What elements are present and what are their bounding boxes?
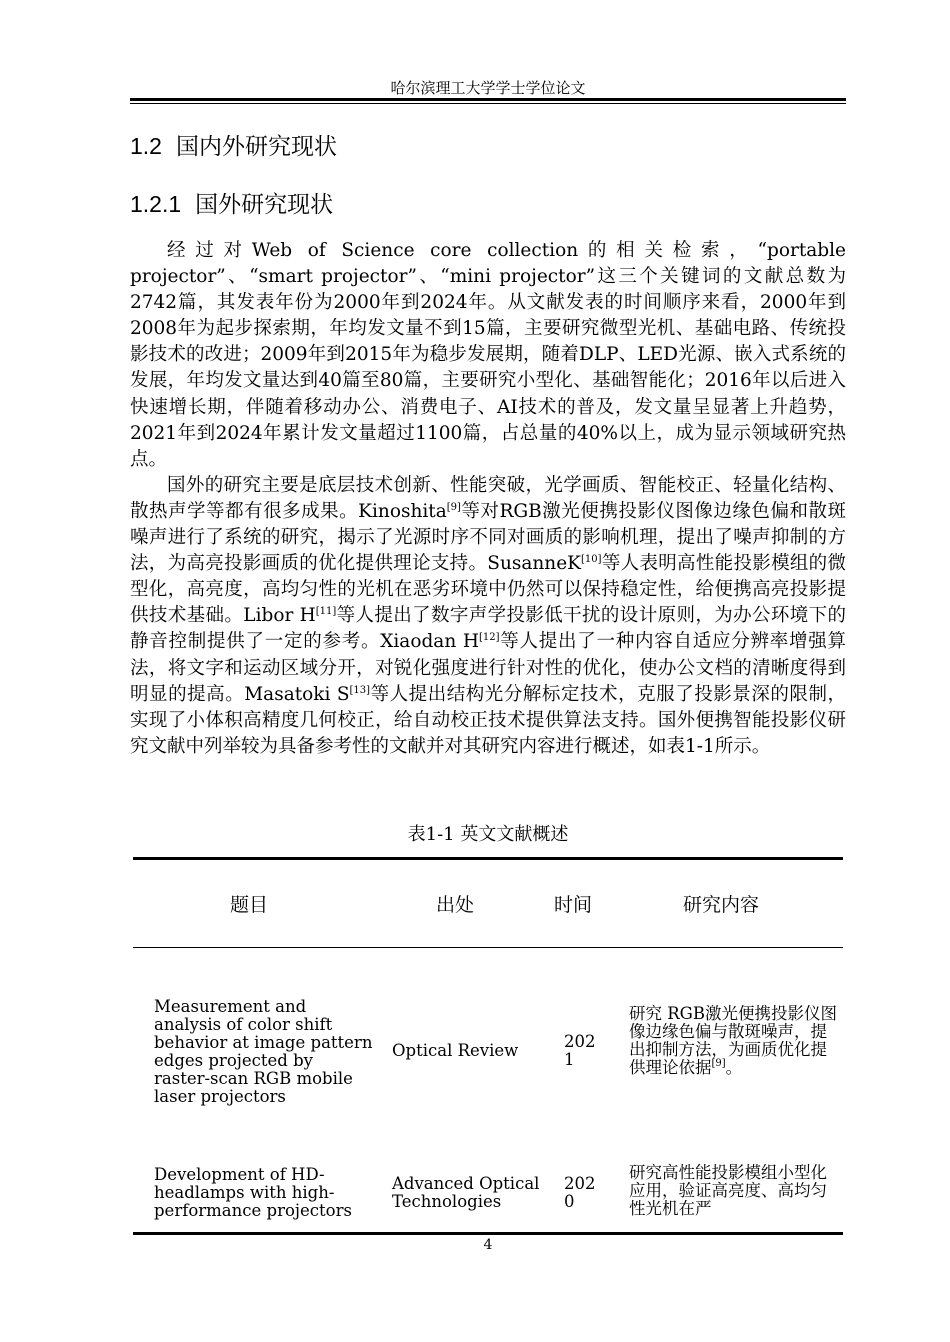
section-heading: [130, 130, 337, 163]
citation-12: [12]: [479, 632, 500, 644]
citation-13: [13]: [349, 684, 371, 696]
paragraph-2: [130, 473, 846, 760]
section-title: 国内外研究现状: [175, 134, 337, 160]
subsection-title: 国外研究现状: [195, 192, 334, 218]
table-header-rule: [133, 947, 843, 948]
paragraph-2-text-2: 等对RGB激光便携投影仪图像边缘色偏和散斑噪声进行了系统的研究，揭示了光源时序不同对画质的影响机理，提出了噪声抑制的方法，为高亮投影画质的优化提供理论支持。SusanneK: [130, 500, 846, 575]
table-header-title: 题目: [230, 894, 269, 916]
section-number: 1.2: [130, 133, 162, 159]
table-row-2-source: Advanced Optical Technologies: [392, 1174, 540, 1211]
subsection-number: 1.2.1: [130, 191, 182, 217]
table-header-year: 时间: [554, 894, 593, 916]
header-rule-thick: [130, 98, 846, 101]
paragraph-2-text-5: 等人提出了一种内容自适应分辨率增强算法，将文字和运动区域分开，对锐化强度进行针对性的优化，使办公文档的清晰度得到明显的提高。Masatoki S: [130, 631, 846, 705]
table-row-2-year-line-1: 202: [564, 1174, 596, 1193]
subsection-heading: [130, 188, 333, 221]
paragraph-2-text-4: 等人提出了数字声学投影低干扰的设计原则，为办公环境下的静音控制提供了一定的参考。Xiaodan H: [130, 605, 846, 653]
table-header-content: 研究内容: [683, 894, 760, 916]
table-caption: 表1-1 英文文献概述: [407, 824, 569, 845]
citation-9: [9]: [446, 501, 461, 513]
table-bottom-rule: [133, 1232, 843, 1235]
table-header-source: 出处: [436, 894, 475, 916]
table-row-1-citation: [9]: [711, 1058, 726, 1069]
table-top-rule: [133, 857, 843, 860]
table-row-1-year-line-2: 1: [564, 1050, 575, 1069]
table-row-1-year-line-1: 202: [564, 1032, 596, 1051]
table-row-1-title: Measurement and analysis of color shift behavior at image pattern edges projected by raster-scan RGB mobile laser projectors: [154, 997, 373, 1106]
table-row-2-year: [564, 1175, 604, 1211]
citation-11: [11]: [315, 606, 337, 618]
page-number: 4: [483, 1237, 493, 1253]
running-header: 哈尔滨理工大学学士学位论文: [390, 79, 586, 97]
header-rule-thin: [130, 103, 846, 104]
paragraph-2-text-3: 等人表明高性能投影模组的微型化，高亮度，高均匀性的光机在恶劣环境中仍然可以保持稳定性，给便携高亮投影提供技术基础。Libor H: [130, 553, 846, 627]
citation-10: [10]: [581, 554, 602, 566]
body-text: [130, 238, 846, 760]
table-row-1-source: Optical Review: [392, 1041, 519, 1060]
table-row-1-year: [564, 1033, 604, 1069]
table-row-1-content-end: 。: [725, 1058, 743, 1077]
table-row-2-content: 研究高性能投影模组小型化应用，验证高亮度、高均匀性光机在严: [629, 1163, 827, 1218]
table-row-1-content-text: 研究 RGB激光便携投影仪图像边缘色偏与散斑噪声，提出抑制方法，为画质优化提供理论依据: [629, 1004, 837, 1077]
table-row-2-year-line-2: 0: [564, 1192, 575, 1211]
table-row-2-title: Development of HD-headlamps with high-performance projectors: [154, 1165, 352, 1220]
paragraph-2-text-1: 国外的研究主要是底层技术创新、性能突破，光学画质、智能校正、轻量化结构、散热声学等都有很多成果。Kinoshita: [130, 474, 846, 522]
paragraph-1: 经过对Web of Science core collection的相关检索，“portable projector”、“smart projector”、“mini projector”这三个关键词的文献总数为2742篇，其发表年份为2000年到2024年。从文献发表的时间顺序来看，2000年到2008年为起步探索期，年均发文量不到15篇，主要研究微型光机、基础电路、传统投影技术的改进；2009年到2015年为稳步发展期，随着DLP、LED光源、嵌入式系统的发展，年均发文量达到40篇至80篇，主要研究小型化、基础智能化；2016年以后进入快速增长期，伴随着移动办公、消费电子、AI技术的普及，发文量呈显著上升趋势，2021年到2024年累计发文量超过1100篇，占总量的40%以上，成为显示领域研究热点。: [130, 240, 846, 470]
paragraph-2-text-6: 等人提出结构光分解标定技术，克服了投影景深的限制，实现了小体积高精度几何校正，给自动校正技术提供算法支持。国外便携智能投影仪研究文献中列举较为具备参考性的文献并对其研究内容进行概述，如表1-1所示。: [130, 683, 846, 757]
table-row-1-content: [629, 1005, 839, 1077]
